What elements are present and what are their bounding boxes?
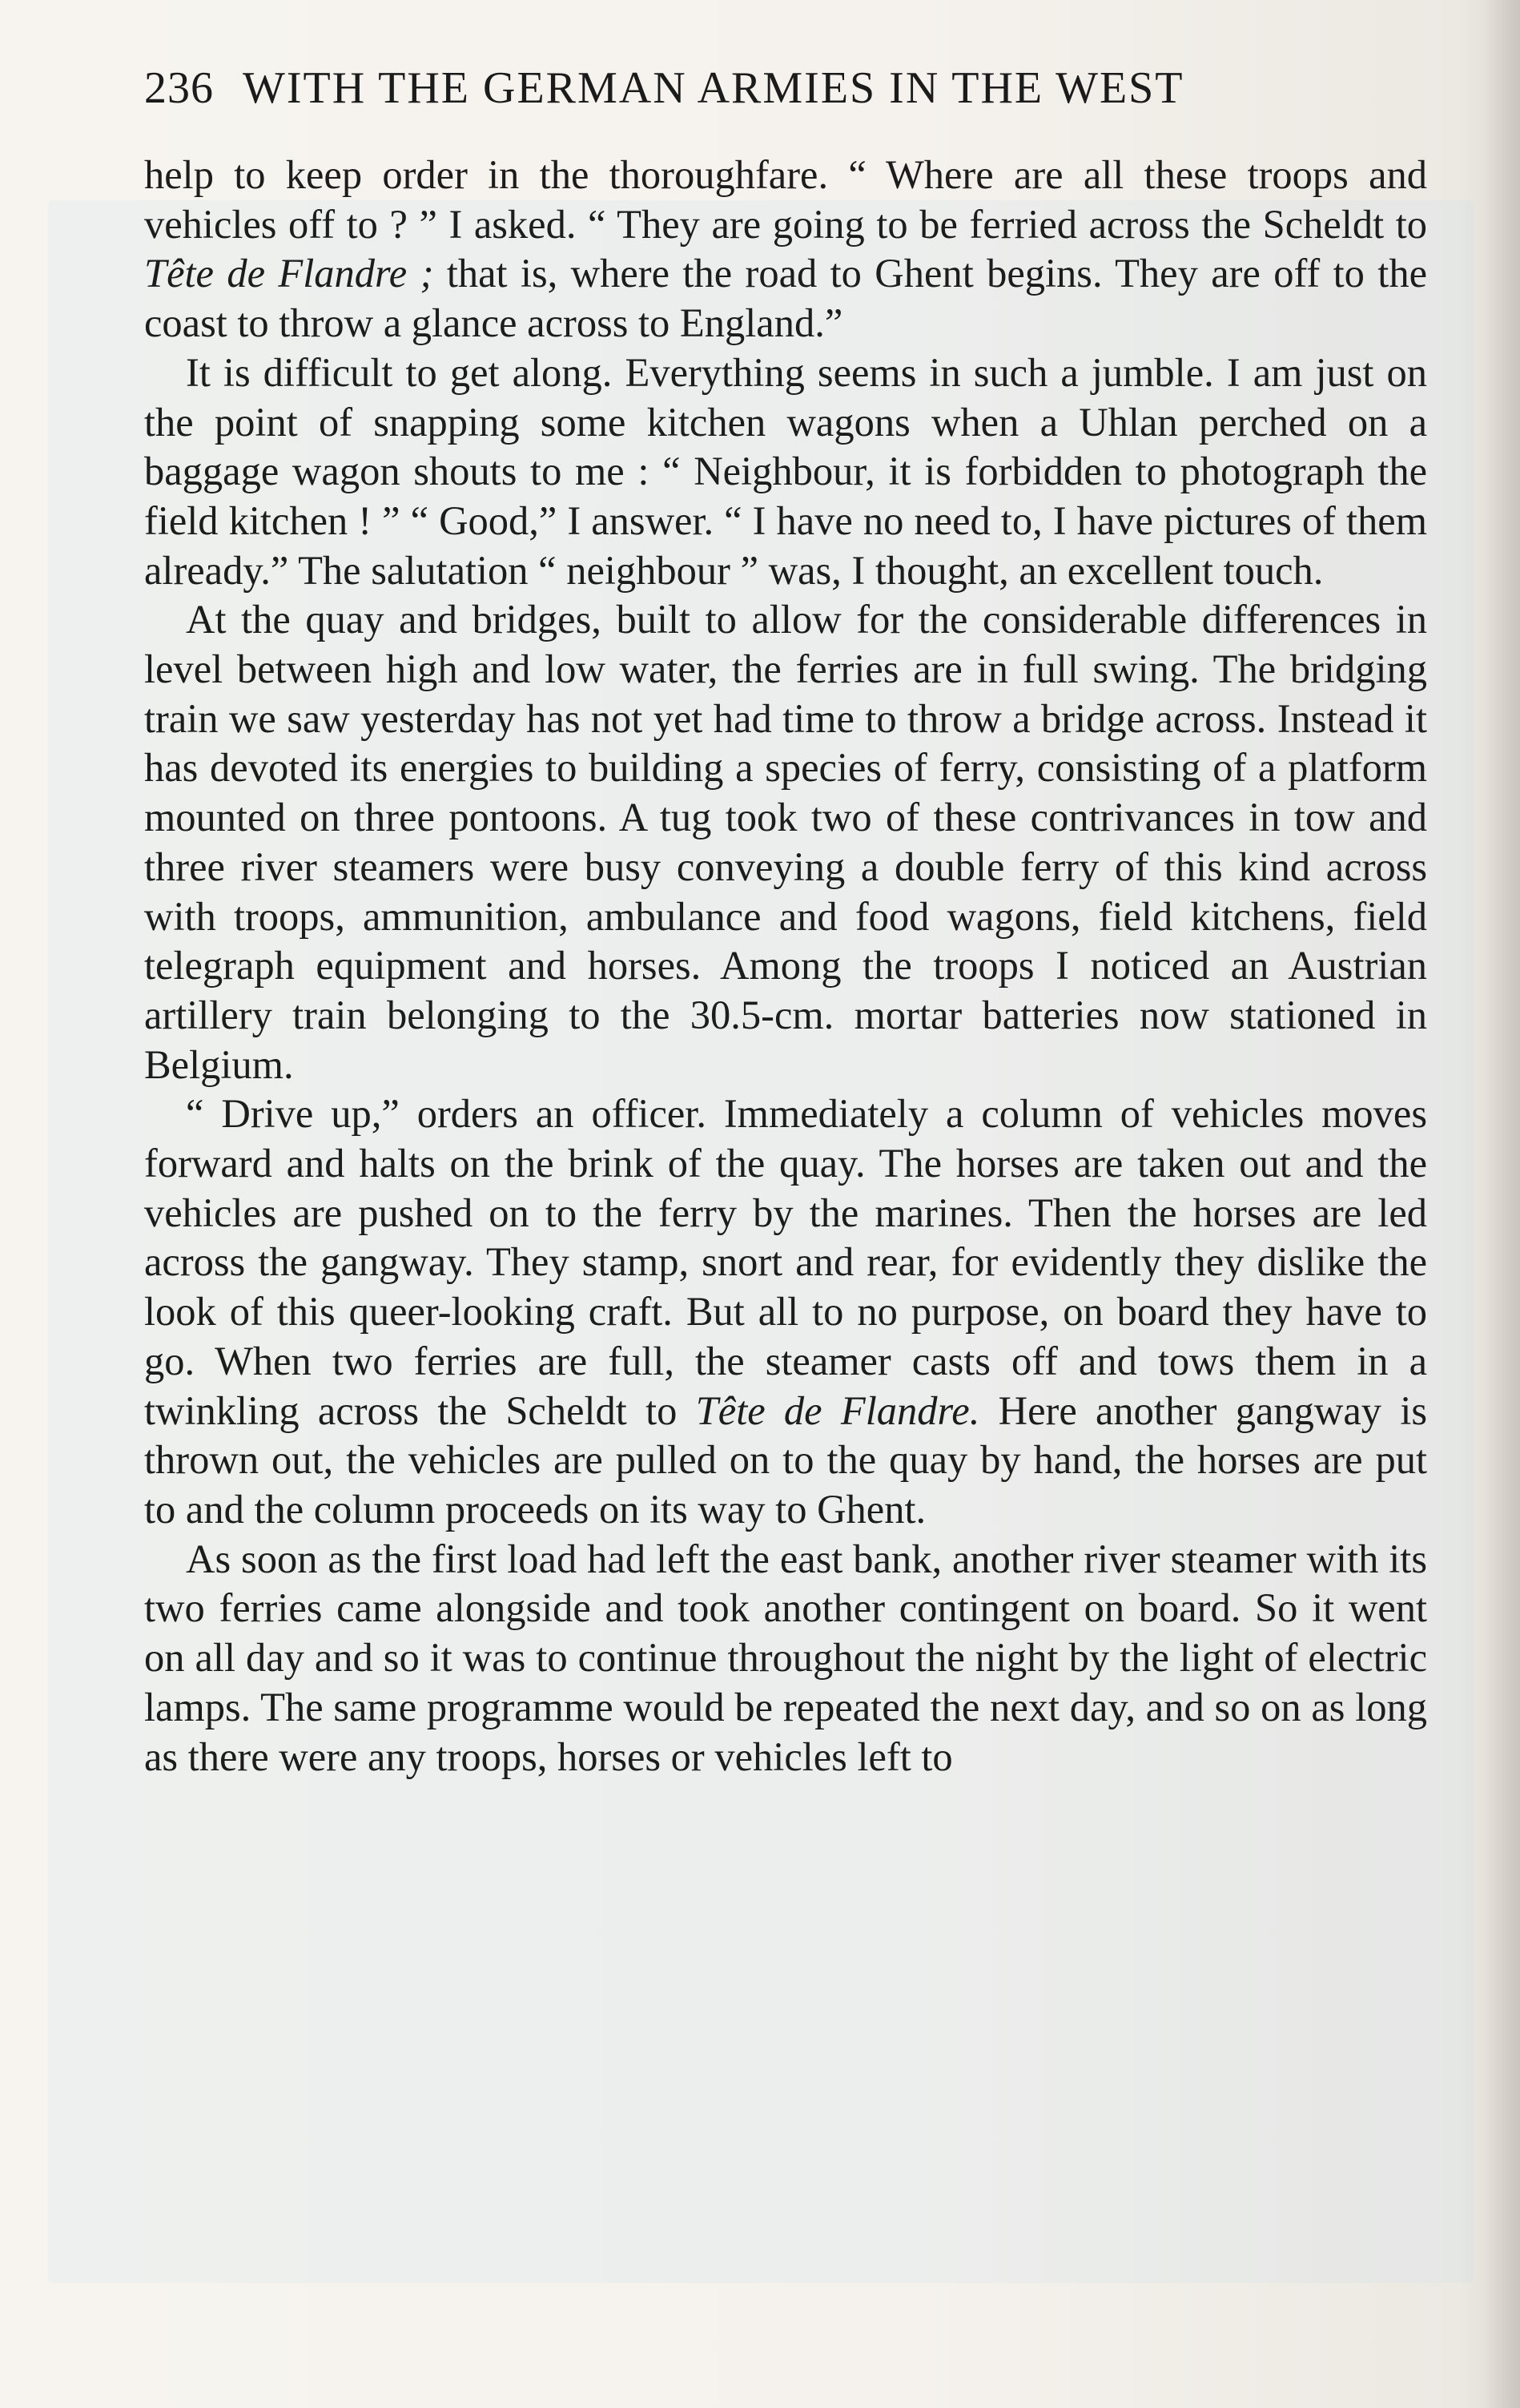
paragraph-text: “ Drive up,” orders an officer. Immediately a column of vehicles moves forward and halts on the brink of the quay. The horses are taken out and the vehicles are pushed on to the ferry by the marines. Then the horses are led across the gangway. They stamp, snort and rear, for evidently they dislike the look of this queer-looking craft. But all to no purpose, on board they have to go. When two ferries are full, the steamer casts off and tows them in a twinkling across the Scheldt to [144, 1091, 1427, 1433]
page-number: 236 [144, 63, 214, 113]
paragraph-4 [144, 1089, 1427, 1534]
place-name-italic: Tête de Flandre. [695, 1387, 980, 1433]
page-edge-shadow [1483, 0, 1520, 2408]
paragraph-2 [144, 348, 1427, 596]
paragraph-text: At the quay and bridges, built to allow for the considerable differences in level between high and low water, the ferries are in full swing. The bridging train we saw yesterday has not yet had time to throw a bridge across. Instead it has devoted its energies to building a species of ferry, consisting of a platform mounted on three pontoons. A tug took two of these contrivances in tow and three river steamers were busy conveying a double ferry of this kind across with troops, ammunition, ambulance and food wagons, field kitchens, field telegraph equipment and horses. Among the troops I noticed an Austrian artillery train belonging to the 30.5-cm. mortar batteries now stationed in Belgium. [144, 597, 1427, 1087]
body-text [144, 151, 1427, 1782]
place-name-italic: Tête de Flandre ; [144, 251, 434, 296]
page-header [144, 62, 1345, 127]
paragraph-text: Here another gangway is thrown out, the vehicles are pulled on to the quay by hand, the horses are put to and the column proceeds on its way to Ghent. [144, 1387, 1427, 1532]
paragraph-1 [144, 151, 1427, 348]
paragraph-text: It is difficult to get along. Everything seems in such a jumble. I am just on the point of snapping some kitchen wagons when a Uhlan perched on a baggage wagon shouts to me : “ Neighbour, it is forbidden to photograph the field kitchen ! ” “ Good,” I answer. “ I have no need to, I have pictures of them already.” The salutation “ neighbour ” was, I thought, an excellent touch. [144, 349, 1427, 593]
paragraph-text: As soon as the first load had left the east bank, another river steamer with its two ferries came alongside and took another contingent on board. So it went on all day and so it was to continue throughout the night by the light of electric lamps. The same programme would be repeated the next day, and so on as long as there were any troops, horses or vehicles left to [144, 1536, 1427, 1779]
paragraph-text: help to keep order in the thoroughfare. “ Where are all these troops and vehicles off to ? ” I asked. “ They are going to be ferried across the Scheldt to [144, 152, 1427, 247]
paragraph-5 [144, 1535, 1427, 1782]
paragraph-text: that is, where the road to Ghent begins. They are off to the coast to throw a glance across to England.” [144, 251, 1427, 346]
running-head: WITH THE GERMAN ARMIES IN THE WEST [243, 63, 1184, 113]
paragraph-3 [144, 595, 1427, 1089]
